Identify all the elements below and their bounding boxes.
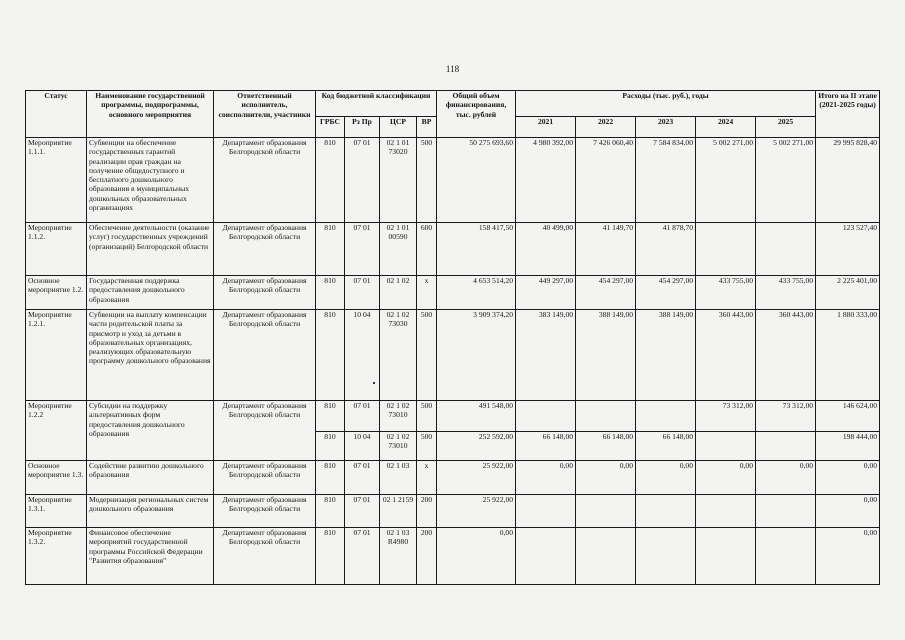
cell-stage-total: 146 624,00 bbox=[816, 401, 880, 432]
header-year-2022: 2022 bbox=[576, 117, 636, 138]
cell-2022 bbox=[576, 495, 636, 528]
cell-grbs: 810 bbox=[316, 138, 345, 223]
cell-status: Мероприятие 1.2.2 bbox=[26, 401, 87, 461]
header-year-2024: 2024 bbox=[696, 117, 756, 138]
cell-total: 4 653 514,20 bbox=[437, 276, 516, 310]
cell-total: 25 922,00 bbox=[437, 495, 516, 528]
table-row bbox=[26, 310, 880, 401]
cell-grbs: 810 bbox=[316, 401, 345, 432]
cell-2021: 40 499,00 bbox=[516, 223, 576, 276]
cell-rzpr: 07 01 bbox=[345, 495, 380, 528]
cell-2021: 4 980 392,00 bbox=[516, 138, 576, 223]
cell-grbs: 810 bbox=[316, 495, 345, 528]
cell-2023 bbox=[636, 528, 696, 585]
header-status: Статус bbox=[26, 91, 87, 138]
cell-2025: 5 002 271,00 bbox=[756, 138, 816, 223]
table-row bbox=[26, 401, 880, 432]
cell-2024 bbox=[696, 528, 756, 585]
cell-rzpr: 07 01 bbox=[345, 528, 380, 585]
cell-name: Субвенции на обеспечение государственных гарантий реализации прав граждан на получение общедоступного и бесплатного дошкольного образования в муниципальных дошкольных образовательных организациях bbox=[87, 138, 214, 223]
cell-csr: 02 1 01 00590 bbox=[380, 223, 417, 276]
cell-2021 bbox=[516, 495, 576, 528]
header-year-2021: 2021 bbox=[516, 117, 576, 138]
cell-2024: 0,00 bbox=[696, 461, 756, 495]
header-year-2023: 2023 bbox=[636, 117, 696, 138]
cell-total: 491 548,00 bbox=[437, 401, 516, 432]
cell-2025 bbox=[756, 528, 816, 585]
cell-2023: 454 297,00 bbox=[636, 276, 696, 310]
header-row-1 bbox=[26, 91, 880, 117]
budget-table bbox=[25, 90, 880, 585]
cell-2023: 41 878,70 bbox=[636, 223, 696, 276]
cell-2021: 449 297,00 bbox=[516, 276, 576, 310]
cell-responsible: Департамент образования Белгородской области bbox=[214, 223, 316, 276]
table-row bbox=[26, 138, 880, 223]
cell-name: Субвенции на выплату компенсации части родительской платы за присмотр и уход за детьми в образовательных организациях, реализующих образовательную программу дошкольного образования bbox=[87, 310, 214, 401]
cell-csr: 02 1 03 R4980 bbox=[380, 528, 417, 585]
cell-2025: 73 312,00 bbox=[756, 401, 816, 432]
cell-2023: 66 148,00 bbox=[636, 432, 696, 461]
cell-2025: 433 755,00 bbox=[756, 276, 816, 310]
header-year-2025: 2025 bbox=[756, 117, 816, 138]
cell-vr: 500 bbox=[417, 432, 437, 461]
cell-2024: 5 002 271,00 bbox=[696, 138, 756, 223]
cell-total: 158 417,50 bbox=[437, 223, 516, 276]
header-responsible: Ответственный исполнитель, соисполнители, участники bbox=[214, 91, 316, 138]
header-csr: ЦСР bbox=[380, 117, 417, 138]
header-name: Наименование государственной программы, подпрограммы, основного мероприятия bbox=[87, 91, 214, 138]
cell-2025 bbox=[756, 495, 816, 528]
cell-2022: 41 149,70 bbox=[576, 223, 636, 276]
cell-rzpr: 10 04 bbox=[345, 310, 380, 401]
cell-2021 bbox=[516, 401, 576, 432]
table-row bbox=[26, 495, 880, 528]
cell-rzpr: 07 01 bbox=[345, 138, 380, 223]
cell-responsible: Департамент образования Белгородской области bbox=[214, 310, 316, 401]
cell-status: Мероприятие 1.3.1. bbox=[26, 495, 87, 528]
cell-2021: 66 148,00 bbox=[516, 432, 576, 461]
cell-total: 252 592,00 bbox=[437, 432, 516, 461]
cell-stage-total: 2 225 401,00 bbox=[816, 276, 880, 310]
cell-total: 0,00 bbox=[437, 528, 516, 585]
cell-grbs: 810 bbox=[316, 461, 345, 495]
cell-rzpr: 07 01 bbox=[345, 401, 380, 432]
cell-vr: 500 bbox=[417, 310, 437, 401]
cell-vr: x bbox=[417, 461, 437, 495]
cell-status: Мероприятие 1.1.1. bbox=[26, 138, 87, 223]
cell-csr: 02 1 01 73020 bbox=[380, 138, 417, 223]
scan-speck bbox=[373, 382, 375, 384]
cell-csr: 02 1 02 73010 bbox=[380, 432, 417, 461]
header-grbs: ГРБС bbox=[316, 117, 345, 138]
cell-responsible: Департамент образования Белгородской области bbox=[214, 495, 316, 528]
table-row bbox=[26, 461, 880, 495]
cell-status: Мероприятие 1.1.2. bbox=[26, 223, 87, 276]
cell-vr: 600 bbox=[417, 223, 437, 276]
cell-vr: 200 bbox=[417, 528, 437, 585]
cell-total: 25 922,00 bbox=[437, 461, 516, 495]
cell-2022 bbox=[576, 401, 636, 432]
cell-vr: 200 bbox=[417, 495, 437, 528]
cell-csr: 02 1 03 bbox=[380, 461, 417, 495]
header-rzpr: Рз Пр bbox=[345, 117, 380, 138]
cell-total: 3 909 374,20 bbox=[437, 310, 516, 401]
cell-name: Финансовое обеспечение мероприятий государственной программы Российской Федерации "Развития образования" bbox=[87, 528, 214, 585]
cell-vr: x bbox=[417, 276, 437, 310]
cell-rzpr: 07 01 bbox=[345, 276, 380, 310]
cell-csr: 02 1 02 73030 bbox=[380, 310, 417, 401]
cell-csr: 02 1 2159 bbox=[380, 495, 417, 528]
cell-name: Модернизация региональных систем дошкольного образования bbox=[87, 495, 214, 528]
table-row bbox=[26, 276, 880, 310]
header-code-group: Код бюджетной классификации bbox=[316, 91, 437, 117]
cell-grbs: 810 bbox=[316, 528, 345, 585]
cell-grbs: 810 bbox=[316, 223, 345, 276]
cell-csr: 02 1 02 73010 bbox=[380, 401, 417, 432]
header-expenses-group: Расходы (тыс. руб.), годы bbox=[516, 91, 816, 117]
cell-rzpr: 07 01 bbox=[345, 461, 380, 495]
cell-responsible: Департамент образования Белгородской области bbox=[214, 401, 316, 461]
cell-name: Обеспечение деятельности (оказание услуг) государственных учреждений (организаций) Белгородской области bbox=[87, 223, 214, 276]
cell-grbs: 810 bbox=[316, 310, 345, 401]
cell-stage-total: 123 527,40 bbox=[816, 223, 880, 276]
page-number: 118 bbox=[445, 64, 460, 74]
cell-name: Субсидии на поддержку альтернативных форм предоставления дошкольного образования bbox=[87, 401, 214, 461]
cell-2025 bbox=[756, 223, 816, 276]
cell-vr: 500 bbox=[417, 138, 437, 223]
cell-stage-total: 1 880 333,00 bbox=[816, 310, 880, 401]
cell-stage-total: 0,00 bbox=[816, 495, 880, 528]
cell-2023 bbox=[636, 401, 696, 432]
cell-2025: 360 443,00 bbox=[756, 310, 816, 401]
cell-2022: 0,00 bbox=[576, 461, 636, 495]
cell-grbs: 810 bbox=[316, 276, 345, 310]
cell-2022: 66 148,00 bbox=[576, 432, 636, 461]
cell-responsible: Департамент образования Белгородской области bbox=[214, 138, 316, 223]
cell-2025 bbox=[756, 432, 816, 461]
cell-stage-total: 198 444,00 bbox=[816, 432, 880, 461]
cell-status: Основное мероприятие 1.3. bbox=[26, 461, 87, 495]
cell-2022: 454 297,00 bbox=[576, 276, 636, 310]
cell-2022: 388 149,00 bbox=[576, 310, 636, 401]
cell-rzpr: 07 01 bbox=[345, 223, 380, 276]
cell-2022 bbox=[576, 528, 636, 585]
cell-status: Мероприятие 1.2.1. bbox=[26, 310, 87, 401]
cell-2024 bbox=[696, 495, 756, 528]
cell-2023: 7 584 834,00 bbox=[636, 138, 696, 223]
cell-vr: 500 bbox=[417, 401, 437, 432]
cell-name: Содействие развитию дошкольного образования bbox=[87, 461, 214, 495]
cell-2023 bbox=[636, 495, 696, 528]
cell-2023: 388 149,00 bbox=[636, 310, 696, 401]
cell-2024 bbox=[696, 223, 756, 276]
cell-2021: 383 149,00 bbox=[516, 310, 576, 401]
cell-responsible: Департамент образования Белгородской области bbox=[214, 461, 316, 495]
cell-2023: 0,00 bbox=[636, 461, 696, 495]
cell-grbs: 810 bbox=[316, 432, 345, 461]
cell-2024 bbox=[696, 432, 756, 461]
cell-2024: 360 443,00 bbox=[696, 310, 756, 401]
cell-name: Государственная поддержка предоставления дошкольного образования bbox=[87, 276, 214, 310]
cell-2021 bbox=[516, 528, 576, 585]
cell-2024: 73 312,00 bbox=[696, 401, 756, 432]
cell-stage-total: 29 995 828,40 bbox=[816, 138, 880, 223]
cell-status: Основное мероприятие 1.2. bbox=[26, 276, 87, 310]
header-vr: ВР bbox=[417, 117, 437, 138]
table-row bbox=[26, 223, 880, 276]
cell-responsible: Департамент образования Белгородской области bbox=[214, 528, 316, 585]
cell-stage-total: 0,00 bbox=[816, 461, 880, 495]
cell-csr: 02 1 02 bbox=[380, 276, 417, 310]
cell-rzpr: 10 04 bbox=[345, 432, 380, 461]
cell-responsible: Департамент образования Белгородской области bbox=[214, 276, 316, 310]
cell-stage-total: 0,00 bbox=[816, 528, 880, 585]
cell-2025: 0,00 bbox=[756, 461, 816, 495]
cell-total: 50 275 693,60 bbox=[437, 138, 516, 223]
header-total-volume: Общий объем финансирования, тыс. рублей bbox=[437, 91, 516, 138]
cell-2021: 0,00 bbox=[516, 461, 576, 495]
cell-status: Мероприятие 1.3.2. bbox=[26, 528, 87, 585]
cell-2024: 433 755,00 bbox=[696, 276, 756, 310]
header-stage-total: Итого на II этапе (2021-2025 годы) bbox=[816, 91, 880, 138]
table-row bbox=[26, 528, 880, 585]
cell-2022: 7 426 060,40 bbox=[576, 138, 636, 223]
